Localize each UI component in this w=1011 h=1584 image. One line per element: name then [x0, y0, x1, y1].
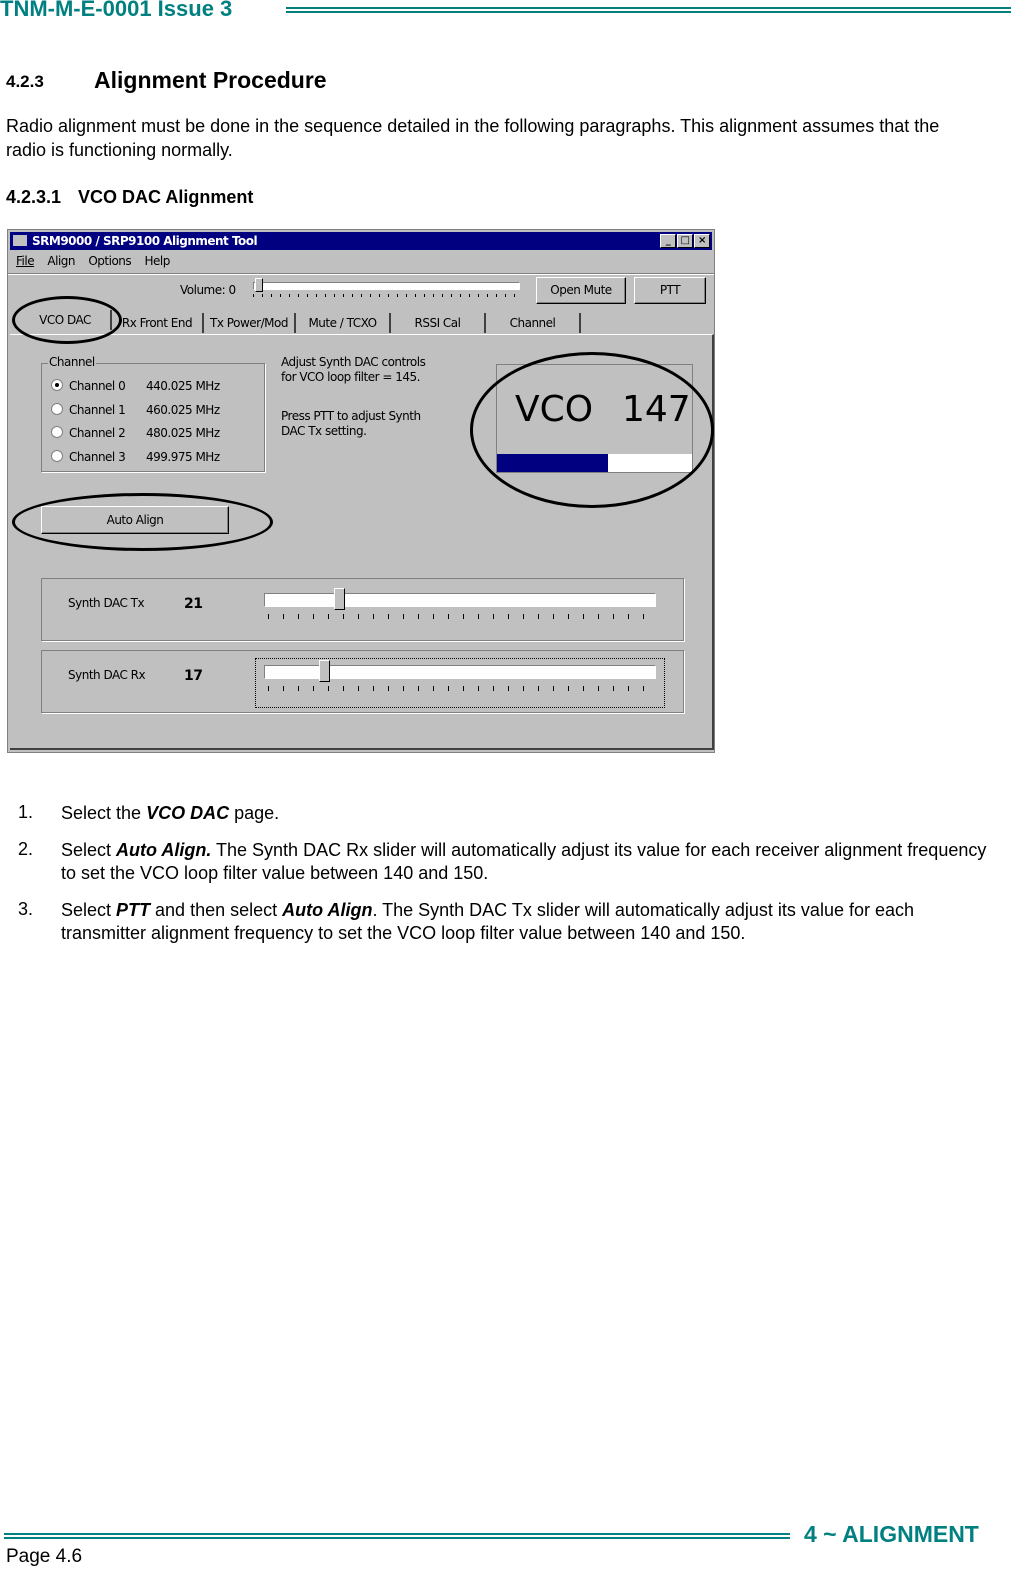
- channel-label: Channel 3: [69, 449, 126, 464]
- section-number: 4.2.3: [6, 72, 44, 91]
- minimize-button[interactable]: _: [660, 234, 676, 248]
- channel-list: [51, 375, 220, 469]
- synth-tx-label: Synth DAC Tx: [68, 596, 145, 610]
- step-1: [18, 802, 988, 823]
- radio-icon: [51, 426, 63, 438]
- tab-channel[interactable]: Channel: [486, 313, 581, 333]
- subsection-number: 4.2.3.1: [6, 187, 62, 207]
- instruction-ptt: Press PTT to adjust Synth DAC Tx setting.: [281, 409, 421, 438]
- tab-rx-front-end[interactable]: Rx Front End: [112, 313, 204, 333]
- tab-tx-power-mod[interactable]: Tx Power/Mod: [204, 313, 296, 333]
- ptt-button[interactable]: PTT: [634, 277, 706, 304]
- step-emphasis: Auto Align.: [116, 840, 212, 860]
- step-3: [18, 899, 988, 943]
- channel-label: Channel 2: [69, 426, 126, 440]
- step-number: 1.: [18, 802, 34, 822]
- menu-help[interactable]: Help: [144, 254, 170, 268]
- synth-rx-value: 17: [184, 668, 203, 684]
- channel-freq: 460.025 MHz: [146, 402, 220, 417]
- synth-rx-thumb[interactable]: [319, 660, 330, 682]
- menu-divider: [8, 273, 714, 275]
- footer-rule: [4, 1533, 790, 1539]
- channel-radio-2[interactable]: [51, 422, 220, 446]
- channel-label: Channel 0: [69, 379, 126, 393]
- step-number: 2.: [18, 839, 34, 859]
- highlight-circle-auto-align: [12, 493, 273, 551]
- channel-freq: 499.975 MHz: [146, 449, 220, 464]
- title-bar: [10, 232, 712, 250]
- volume-thumb[interactable]: [255, 278, 263, 292]
- alignment-tool-window: [7, 229, 715, 753]
- chapter-title: 4 ~ ALIGNMENT: [804, 1521, 979, 1547]
- section-title: Alignment Procedure: [94, 67, 327, 93]
- synth-rx-label: Synth DAC Rx: [68, 668, 146, 682]
- synth-tx-slider[interactable]: [264, 593, 656, 607]
- header-rule: [286, 7, 1011, 13]
- volume-label: Volume: 0: [180, 283, 236, 297]
- channel-label: Channel 1: [69, 402, 126, 417]
- channel-group-label: Channel: [49, 355, 95, 369]
- radio-selected-icon: [51, 379, 63, 391]
- radio-icon: [51, 403, 63, 415]
- channel-freq: 480.025 MHz: [146, 426, 220, 440]
- step-text: . The Synth DAC Tx slider will automatically adjust its value for each transmitter alignment frequency to set the VCO loop filter value between 140 and 150.: [61, 900, 915, 943]
- synth-rx-ticks: [268, 686, 653, 691]
- tab-mute-tcxo[interactable]: Mute / TCXO: [296, 313, 391, 333]
- menu-align[interactable]: Align: [47, 254, 76, 268]
- maximize-button[interactable]: □: [677, 234, 693, 248]
- app-icon: [13, 235, 27, 246]
- step-text: Select the: [61, 803, 147, 823]
- auto-align-button[interactable]: Auto Align: [41, 506, 229, 534]
- step-emphasis: PTT: [116, 900, 151, 920]
- channel-freq: 440.025 MHz: [146, 379, 220, 393]
- page-number: Page 4.6: [6, 1546, 83, 1567]
- step-text: The Synth DAC Rx slider will automatically adjust its value for each receiver alignment frequency to set the VCO loop filter value between 140 and 150.: [61, 840, 987, 883]
- vco-value: 147: [622, 389, 691, 430]
- window-title: SRM9000 / SRP9100 Alignment Tool: [32, 234, 258, 248]
- instruction-loop-filter: Adjust Synth DAC controls for VCO loop filter = 145.: [281, 355, 426, 384]
- doc-id: TNM-M-E-0001 Issue 3: [0, 0, 233, 21]
- vco-label: VCO: [515, 389, 594, 430]
- open-mute-button[interactable]: Open Mute: [536, 277, 626, 304]
- volume-slider[interactable]: [253, 282, 520, 290]
- tab-vco-dac[interactable]: VCO DAC: [20, 310, 112, 330]
- close-button[interactable]: ×: [694, 234, 710, 248]
- menu-bar: [16, 254, 170, 268]
- channel-radio-1[interactable]: [51, 399, 220, 423]
- volume-ticks: [253, 294, 518, 297]
- step-text: page.: [229, 803, 280, 823]
- step-number: 3.: [18, 899, 34, 919]
- subsection-title: VCO DAC Alignment: [78, 187, 254, 207]
- intro-text: Radio alignment must be done in the sequence detailed in the following paragraphs. This alignment assumes that the radio is functioning normally.: [6, 116, 940, 160]
- highlight-circle-tab: [12, 296, 122, 344]
- channel-radio-3[interactable]: [51, 446, 220, 470]
- step-text: and then select: [150, 900, 283, 920]
- radio-icon: [51, 450, 63, 462]
- step-emphasis: Auto Align: [282, 900, 373, 920]
- step-text: Select: [61, 840, 117, 860]
- menu-file[interactable]: File: [16, 254, 35, 268]
- synth-tx-ticks: [268, 614, 653, 619]
- step-text: Select: [61, 900, 117, 920]
- channel-radio-0[interactable]: [51, 375, 220, 399]
- synth-tx-value: 21: [184, 596, 203, 612]
- highlight-circle-vco: [470, 352, 714, 508]
- synth-tx-thumb[interactable]: [334, 588, 345, 610]
- menu-options[interactable]: Options: [88, 254, 132, 268]
- tab-rssi-cal[interactable]: RSSI Cal: [391, 313, 486, 333]
- step-emphasis: VCO DAC: [146, 803, 230, 823]
- step-2: [18, 839, 988, 883]
